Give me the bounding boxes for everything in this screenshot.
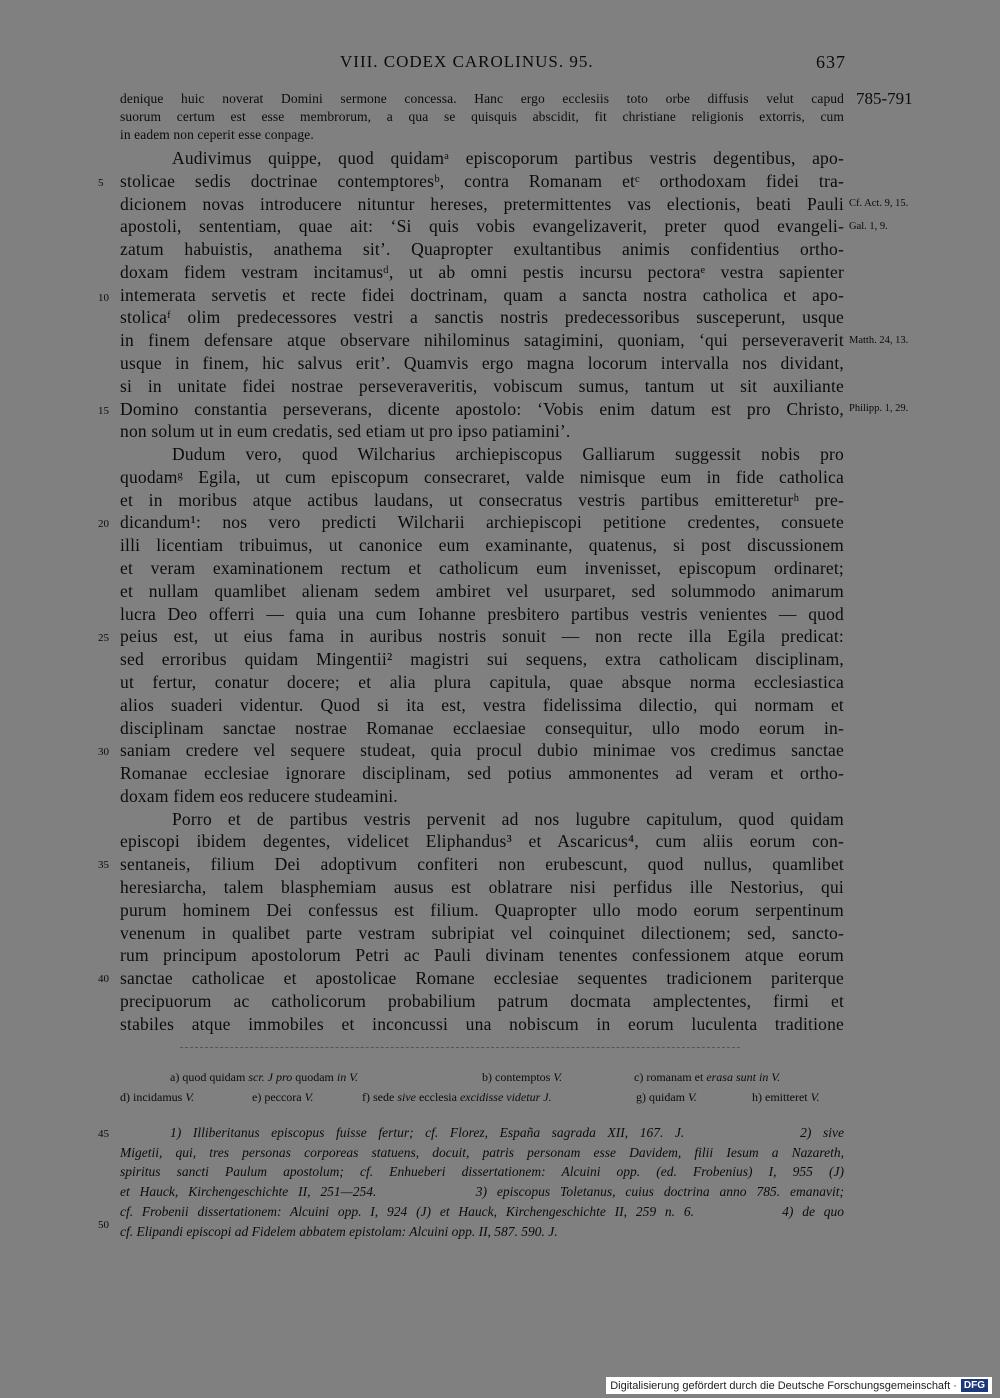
apparatus-text: quod quidam — [182, 1070, 249, 1084]
apparatus-entry — [752, 1090, 819, 1105]
line-number: 50 — [98, 1219, 109, 1231]
text-line: dicionem novas introducere nituntur hereses, pretermittentes vas electionis, beati Pauli — [120, 193, 844, 214]
text-line: Romanae ecclesiae ignorare disciplinam, sed potius ammonentes ad veram et ortho- — [120, 763, 844, 784]
line-number: 25 — [98, 632, 109, 644]
text-line: apostoli, sententiam, quae ait: ‘Si quis vobis evangelizaverit, preter quod evangeli- — [120, 216, 844, 237]
footnote-line: 1) Illiberitanus episcopus fuisse fertur; cf. Florez, España sagrada XII, 167. J. 2) sive — [170, 1125, 844, 1140]
text-line: Audivimus quippe, quod quidamᵃ episcoporum partibus vestris degentibus, apo- — [172, 148, 844, 168]
text-line: lucra Deo offerri — quia una cum Iohanne presbitero partibus vestris venientes — quod — [120, 603, 844, 624]
text-line: heresiarcha, talem blasphemiam ausus est oblatrare nisi perfidus ille Nestorius, qui — [120, 876, 844, 897]
apparatus-text: V. — [688, 1090, 697, 1104]
text-line: stabiles atque immobiles et inconcussi una nobiscum in eorum luculenta traditione — [120, 1013, 844, 1034]
running-title: VIII. CODEX CAROLINUS. 95. — [340, 52, 594, 71]
text-line: in finem defensare atque observare nihilominus satagimini, quoniam, ‘qui perseveraverit — [120, 330, 844, 351]
text-line: Porro et de partibus vestris pervenit ad nos lugubre capitulum, quod quidam — [172, 808, 844, 829]
apparatus-mark: g) — [636, 1090, 646, 1104]
text-line: et nullam quamlibet alienam sedem ambiret vel usurparet, sed solummodo animarum — [120, 580, 844, 601]
apparatus-text: emitteret — [765, 1090, 811, 1104]
apparatus-text: sive — [397, 1090, 416, 1104]
digitization-footer — [606, 1377, 992, 1394]
separator-rule — [180, 1047, 740, 1048]
text-line: sanctae catholicae et apostolicae Romane ecclesiae sequentes tradicionem pariterque — [120, 968, 844, 989]
apparatus-text: V. — [185, 1090, 195, 1104]
apparatus-entry — [252, 1090, 313, 1105]
text-line: sed erroribus quidam Mingentii² magistri sui sequens, extra catholicam disciplinam, — [120, 649, 844, 670]
text-line: disciplinam sanctae nostrae Romanae ecclaesiae consequitur, ullo modo eorum in- — [120, 717, 844, 738]
margin-reference: Matth. 24, 13. — [849, 335, 909, 346]
apparatus-text: V. — [553, 1070, 563, 1084]
text-line: rum principum apostolorum Petri ac Pauli divinam tenentes confessionem atque eorum — [120, 945, 844, 966]
line-number: 5 — [98, 177, 104, 189]
footnote-line: cf. Elipandi episcopi ad Fidelem abbatem epistolam: Alcuini opp. II, 587. 590. J. — [120, 1223, 558, 1239]
line-number: 30 — [98, 746, 109, 758]
text-line: dicandum¹: nos vero predicti Wilcharii archiepiscopi petitione credentes, consuete — [120, 512, 844, 533]
footnote-line: spiritus sancti Paulum apostolum; cf. Enhueberi dissertationem: Alcuini opp. (ed. Frobenius) I, 955 (J) — [120, 1164, 844, 1180]
apparatus-text: erasa sunt in V. — [706, 1070, 781, 1084]
apparatus-mark: e) — [252, 1090, 262, 1104]
apparatus-mark: d) — [120, 1090, 130, 1104]
apparatus-mark: b) — [482, 1070, 492, 1084]
line-number: 15 — [98, 405, 109, 417]
text-line: stolicae sedis doctrinae contemptoresᵇ, contra Romanam etᶜ orthodoxam fidei tra- — [120, 170, 844, 191]
apparatus-mark: c) — [634, 1070, 644, 1084]
text-line: intemerata servetis et recte fidei doctrinam, quam a sancta nostra catholica et apo- — [120, 284, 844, 305]
text-line: precipuorum ac catholicorum probabilium patrum docmata amplectentes, firmi et — [120, 990, 844, 1011]
text-line: zatum habuistis, anathema sit’. Quapropter exultantibus animis confidentius ortho- — [120, 239, 844, 260]
text-line: quodamᵍ Egila, ut cum episcopum consecraret, valde nimisque eum in fide catholica — [120, 466, 844, 487]
apparatus-text: scr. J pro — [248, 1070, 293, 1084]
text-line: et veram examinationem rectum et catholicum eum invenisset, episcopum ordinaret; — [120, 558, 844, 579]
footnote-line: Migetii, qui, tres personas corporeas statuens, docuit, patris personam esse Davidem, filii Iesum a Nazareth, — [120, 1144, 844, 1160]
apparatus-text: V. — [810, 1090, 820, 1104]
apparatus-text: incidamus — [133, 1090, 186, 1104]
text-line: saniam credere vel sequere studeat, quia procul dubio minimae vos credimus sanctae — [120, 740, 844, 761]
intro-line: in eadem non ceperit esse conpage. — [120, 127, 314, 142]
text-line: illi licentiam tribuimus, ut canonice eum examinante, quatenus, si post discussionem — [120, 535, 844, 556]
apparatus-text: in V. — [336, 1070, 359, 1084]
text-line: doxam fidem vestram incitamusᵈ, ut ab omni pestis incursu pectoraᵉ vestra sapienter — [120, 261, 844, 282]
apparatus-mark: a) — [170, 1070, 180, 1084]
line-number: 40 — [98, 973, 109, 985]
footnote-line: cf. Frobenii dissertationem: Alcuini opp. I, 924 (J) et Hauck, Kirchengeschichte II, 259 n. 6. 4) de quo — [120, 1203, 844, 1219]
apparatus-entry — [170, 1070, 358, 1085]
dfg-logo-icon: DFG — [961, 1379, 988, 1392]
text-line: non solum ut in eum credatis, sed etiam ut pro ipso patiamini’. — [120, 421, 571, 442]
apparatus-text: quidam — [649, 1090, 688, 1104]
intro-line: denique huic noverat Domini sermone concessa. Hanc ergo ecclesiis toto orbe diffusis velut capud — [120, 91, 844, 106]
apparatus-entry — [634, 1070, 780, 1085]
apparatus-text: romanam et — [646, 1070, 707, 1084]
text-line: episcopi ibidem degentes, videlicet Eliphandus³ et Ascaricus⁴, cum aliis eorum con- — [120, 831, 844, 852]
line-number: 10 — [98, 292, 109, 304]
date-range: 785-791 — [856, 89, 913, 108]
margin-reference: Philipp. 1, 29. — [849, 403, 909, 414]
text-line: alios suaderi videntur. Quod si ita est, vestra fidelissima dilectio, qui normam et — [120, 694, 844, 715]
margin-reference: Cf. Act. 9, 15. — [849, 198, 909, 209]
text-line: usque in finem, hic salvus erit’. Quamvis ergo magna locorum intervalla nos dividant, — [120, 353, 844, 374]
apparatus-text: peccora — [264, 1090, 305, 1104]
apparatus-text: sede — [373, 1090, 398, 1104]
apparatus-text: quodam — [292, 1070, 337, 1084]
apparatus-entry — [636, 1090, 697, 1105]
text-line: et in moribus atque actibus laudans, ut consecratus vestris partibus emittereturʰ pre- — [120, 489, 844, 510]
apparatus-entry — [120, 1090, 194, 1105]
text-line: Domino constantia perseverans, dicente apostolo: ‘Vobis enim datum est pro Christo, — [120, 398, 844, 419]
intro-line: suorum certum est esse membrorum, a qua se quisquis abscidit, fit christiane religionis extorris, cum — [120, 109, 844, 124]
line-number: 35 — [98, 859, 109, 871]
text-line: purum hominem Dei confessus est filium. Quapropter ullo modo eorum serpentinum — [120, 899, 844, 920]
text-line: venenum in qualibet parte vestram subripiat vel coinquinet dilectionem; sed, sancto- — [120, 922, 844, 943]
apparatus-mark: f) — [362, 1090, 370, 1104]
apparatus-text: ecclesia — [415, 1090, 460, 1104]
text-line: doxam fidem eos reducere studeamini. — [120, 785, 398, 806]
text-line: sentaneis, filium Dei adoptivum confiteri non erubescunt, quod nullus, quamlibet — [120, 854, 844, 875]
line-number: 20 — [98, 518, 109, 530]
line-number: 45 — [98, 1128, 109, 1140]
apparatus-text: excidisse videtur J. — [459, 1090, 552, 1104]
footnote-line: et Hauck, Kirchengeschichte II, 251—254. 3) episcopus Toletanus, cuius doctrina anno 785. emanavit; — [120, 1184, 844, 1200]
apparatus-entry — [482, 1070, 562, 1085]
margin-reference: Gal. 1, 9. — [849, 221, 888, 232]
text-line: Dudum vero, quod Wilcharius archiepiscopus Galliarum suggessit nobis pro — [172, 444, 844, 465]
apparatus-text: V. — [304, 1090, 314, 1104]
text-line: ut fertur, conatur docere; et alia plura capitula, quae absque norma ecclesiastica — [120, 671, 844, 692]
apparatus-mark: h) — [752, 1090, 762, 1104]
text-line: si in unitate fidei nostrae perseveraveritis, vobiscum sumus, tantum ut sit auxiliante — [120, 375, 844, 396]
footer-text: Digitalisierung gefördert durch die Deutsche Forschungsgemeinschaft · — [610, 1379, 957, 1392]
text-line: peius est, ut eius fama in auribus nostris sonuit — non recte illa Egila predicat: — [120, 626, 844, 647]
apparatus-entry — [362, 1090, 552, 1105]
text-line: stolicaᶠ olim predecessores vestri a sanctis nostris predecessoribus susceperunt, usque — [120, 307, 844, 328]
page-number: 637 — [816, 52, 846, 72]
apparatus-text: contemptos — [495, 1070, 554, 1084]
